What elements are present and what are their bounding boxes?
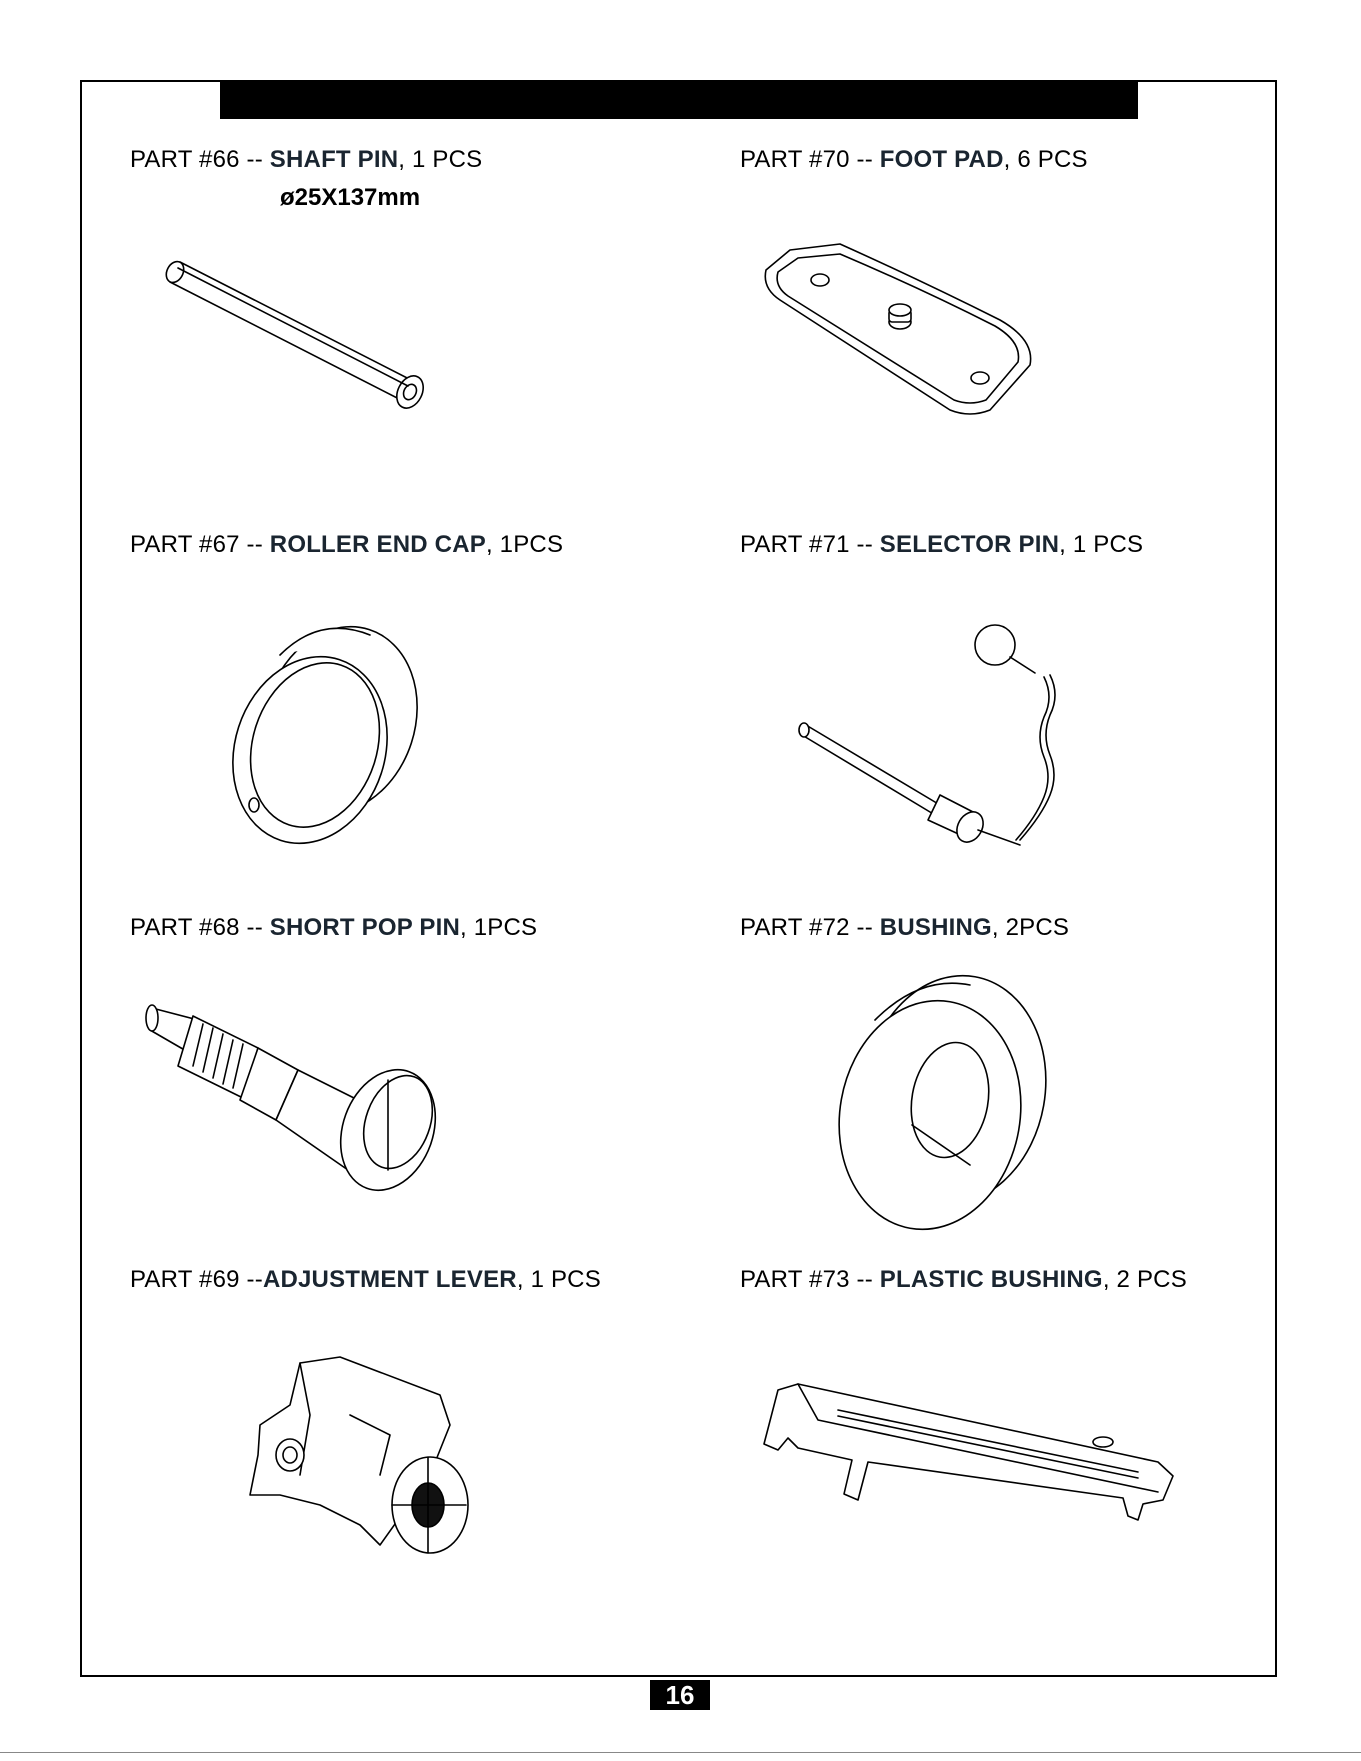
part-70-name: FOOT PAD <box>879 146 1004 173</box>
foot-pad-drawing <box>760 240 1040 420</box>
part-68-label <box>130 914 537 942</box>
part-71-name: SELECTOR PIN <box>879 531 1060 558</box>
plastic-bushing-drawing <box>758 1380 1178 1530</box>
part-69-quantity: , 1 PCS <box>516 1266 601 1293</box>
part-66-number: PART #66 -- <box>130 146 270 173</box>
part-72-name: BUSHING <box>879 914 992 941</box>
part-69-name: ADJUSTMENT LEVER <box>262 1266 517 1293</box>
part-72-number: PART #72 -- <box>740 914 880 941</box>
roller-end-cap-drawing <box>230 625 430 845</box>
part-72-label <box>740 914 1069 942</box>
part-71-quantity: , 1 PCS <box>1059 531 1144 558</box>
part-66-quantity: , 1 PCS <box>398 146 483 173</box>
part-66-dimension: ø25X137mm <box>280 184 421 211</box>
part-69-number: PART #69 -- <box>130 1266 263 1293</box>
part-68-quantity: , 1PCS <box>460 914 538 941</box>
part-68-name: SHORT POP PIN <box>269 914 460 941</box>
part-70-label <box>740 146 1088 174</box>
part-70-quantity: , 6 PCS <box>1003 146 1088 173</box>
part-71-number: PART #71 -- <box>740 531 880 558</box>
adjustment-lever-drawing <box>240 1355 500 1555</box>
part-73-number: PART #73 -- <box>740 1266 880 1293</box>
bushing-drawing <box>830 980 1055 1230</box>
part-71-label <box>740 531 1143 559</box>
part-67-quantity: , 1PCS <box>485 531 564 558</box>
part-66-label <box>130 146 482 174</box>
header-bar <box>220 80 1138 119</box>
part-69-label <box>130 1266 601 1294</box>
part-67-name: ROLLER END CAP <box>269 531 486 558</box>
page-number: 16 <box>650 1680 710 1710</box>
part-67-number: PART #67 -- <box>130 531 270 558</box>
part-67-label <box>130 531 563 559</box>
part-66-name: SHAFT PIN <box>269 146 399 173</box>
part-72-quantity: , 2PCS <box>991 914 1070 941</box>
short-pop-pin-drawing <box>148 990 438 1200</box>
part-73-label <box>740 1266 1187 1294</box>
part-73-name: PLASTIC BUSHING <box>879 1266 1103 1293</box>
bottom-divider <box>0 1752 1361 1753</box>
selector-pin-drawing <box>800 615 1080 855</box>
part-73-quantity: , 2 PCS <box>1102 1266 1187 1293</box>
part-68-number: PART #68 -- <box>130 914 270 941</box>
shaft-pin-drawing <box>160 240 450 440</box>
part-70-number: PART #70 -- <box>740 146 880 173</box>
